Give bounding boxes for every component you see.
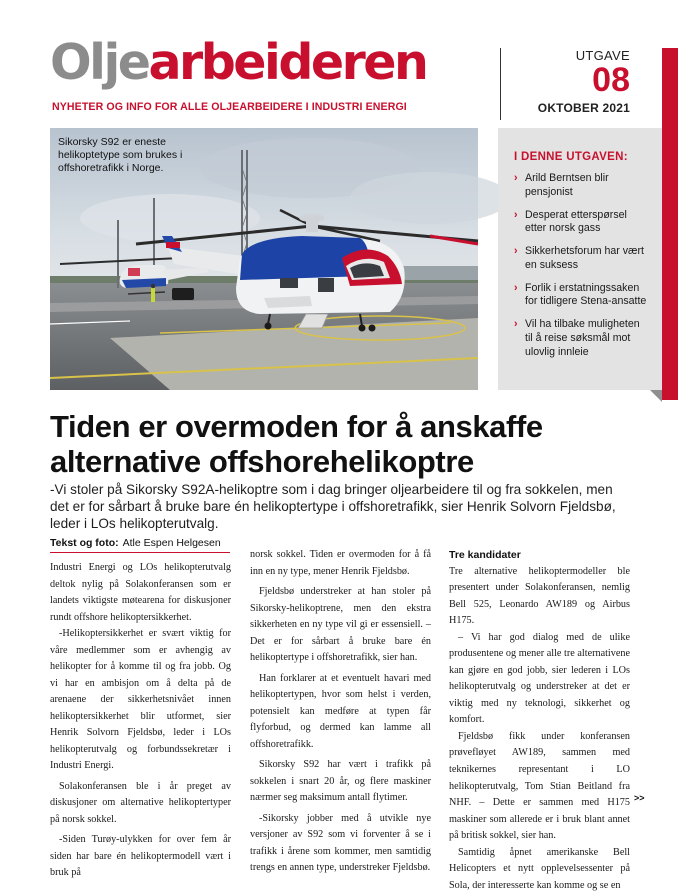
paragraph: Samtidig åpnet amerikanske Bell Helicopters et nytt opplevelsessenter på Sola, der interesserte kan komme og se en <box>449 846 630 891</box>
chevron-right-icon: › <box>514 245 518 258</box>
paragraph: Han forklarer at et eventuelt havari med helikoptertypen, hvor som helst i verden, potensielt kan medføre at typen får flyforbud, og dermed kan lamme all offshoretrafikk. <box>250 672 431 750</box>
sidebar-item-label: Sikkerhetsforum har vært en suksess <box>525 245 644 271</box>
sidebar-item-label: Desperat etterspørsel etter norsk gass <box>525 208 627 235</box>
paragraph: Solakonferansen ble i år preget av diskusjoner om alternative helikoptertyper på norsk sokkel. <box>50 780 231 825</box>
in-this-issue-sidebar <box>498 128 662 390</box>
photo-caption: Sikorsky S92 er eneste helikoptetype som brukes i offshoretrafikk i Norge. <box>58 136 183 174</box>
sidebar-item-label: Forlik i erstatningssaken for tidligere Stena-ansatte <box>525 281 647 308</box>
paragraph: Fjeldsbø understreker at han stoler på Sikorsky-helikoptrene, men den ekstra sikkerheten en ny type vil gi er essensiell. – Det er for sårbart å bruke bare én helikoptertype i offshoretrafikk, sier han. <box>250 586 431 664</box>
sidebar-list <box>514 172 648 359</box>
paragraph: norsk sokkel. Tiden er overmoden for å få inn en ny type, mener Henrik Fjeldsbø. <box>250 549 431 577</box>
masthead-divider <box>500 48 501 120</box>
issue-info <box>530 48 630 115</box>
sidebar-item-label: Vil ha tilbake muligheten til å reise søksmål mot ulovlig innleie <box>525 318 640 358</box>
sidebar-item <box>514 172 648 200</box>
article-column-3 <box>449 547 630 894</box>
newspaper-logo <box>50 34 427 91</box>
issue-label: UTGAVE <box>575 48 630 63</box>
logo-part-arbeideren: arbeideren <box>148 34 427 91</box>
byline-label: Tekst og foto: <box>50 537 119 549</box>
issue-date: OKTOBER 2021 <box>537 100 630 115</box>
sidebar-heading: I DENNE UTGAVEN: <box>514 151 628 163</box>
paragraph: -Helikoptersikkerhet er svært viktig for våre medlemmer som er avhengig av helikopter for å komme til og fra jobb. Og vi har en ambisjon om å delta på de arenaene der sikkerhetsnivået innen helikoptersikkerhet blir utformet, sier Henrik Solvorn Fjeldsbø, leder i LOs helikopterutvalg og forbundssekretær i Industri Energi. <box>50 628 231 772</box>
continued-marker: >> <box>634 793 645 803</box>
chevron-right-icon: › <box>514 281 518 294</box>
article-ingress: -Vi stoler på Sikorsky S92A-helikoptre som i dag bringer oljearbeidere til og fra sokkelen, men det er for sårbart å bruke bare én helikoptertype i offshoretrafikk, sier Henrik Solvorn Fjeldsbø, leder i LOs helikopterutvalg. <box>50 482 616 531</box>
issue-number: 08 <box>592 61 630 99</box>
chevron-right-icon: › <box>514 172 518 184</box>
byline <box>50 537 221 549</box>
byline-author: Atle Espen Helgesen <box>122 537 221 549</box>
article-column-2 <box>250 547 431 877</box>
sidebar-item <box>514 318 648 359</box>
subheading: Tre kandidater <box>449 549 521 561</box>
byline-rule <box>50 552 230 553</box>
chevron-right-icon: › <box>514 318 518 331</box>
sidebar-item <box>514 282 648 310</box>
article-headline <box>50 410 610 479</box>
paragraph: Tre alternative helikoptermodeller ble presentert under Solakonferansen, nemlig Bell 525, Leonardo AW189 og Airbus H175. <box>449 565 630 627</box>
logo-part-olje: Olje <box>50 34 149 91</box>
headline-line-1: Tiden er overmoden for å anskaffe <box>50 409 543 444</box>
headline-line-2: alternative offshorehelikoptre <box>50 443 474 479</box>
article-column-1 <box>50 560 231 882</box>
sidebar-fold-shadow <box>650 390 662 402</box>
sidebar-item <box>514 209 648 237</box>
paragraph: -Sikorsky jobber med å utvikle nye versjoner av S92 som vi forventer å se i trafikk i årene som kommer, men samtidig trengs en annen type, understreker Fjeldsbø. <box>250 812 431 874</box>
chevron-right-icon: › <box>514 208 518 221</box>
paragraph: -Siden Turøy-ulykken for over fem år siden har bare én helikoptermodell vært i bruk på <box>50 834 231 879</box>
paragraph: – Vi har god dialog med de ulike produsentene og mener alle tre alternativene kan gjøre en god jobb, sier lederen i LOs helikopterutvalg og understreker at det er viktig med ny teknologi, sikkerhet og komfort. <box>449 631 630 726</box>
masthead-tagline: NYHETER OG INFO FOR ALLE OLJEARBEIDERE I INDUSTRI ENERGI <box>52 101 407 113</box>
paragraph: Sikorsky S92 har vært i trafikk på sokkelen i snart 20 år, og flere maskiner nærmer seg maksimum antall flytimer. <box>250 759 431 804</box>
paragraph: Industri Energi og LOs helikopterutvalg deltok nylig på Solakonferansen som er landets viktigste møtearena for diskusjoner rundt offshore helikoptersikkerhet. <box>50 562 231 623</box>
sidebar-item-label: Arild Berntsen blir pensjonist <box>525 172 609 198</box>
paragraph: Fjeldsbø fikk under konferansen prøvefløyet AW189, sammen med teknikernes representant i LO helikopterutvalg, Tom Stian Beitland fra NHF. – Dette er sammen med H175 maskiner som allerede er i bruk blant annet på britisk sokkel, sier han. <box>449 730 630 842</box>
red-edge-bar <box>662 48 678 400</box>
sidebar-item <box>514 245 648 273</box>
